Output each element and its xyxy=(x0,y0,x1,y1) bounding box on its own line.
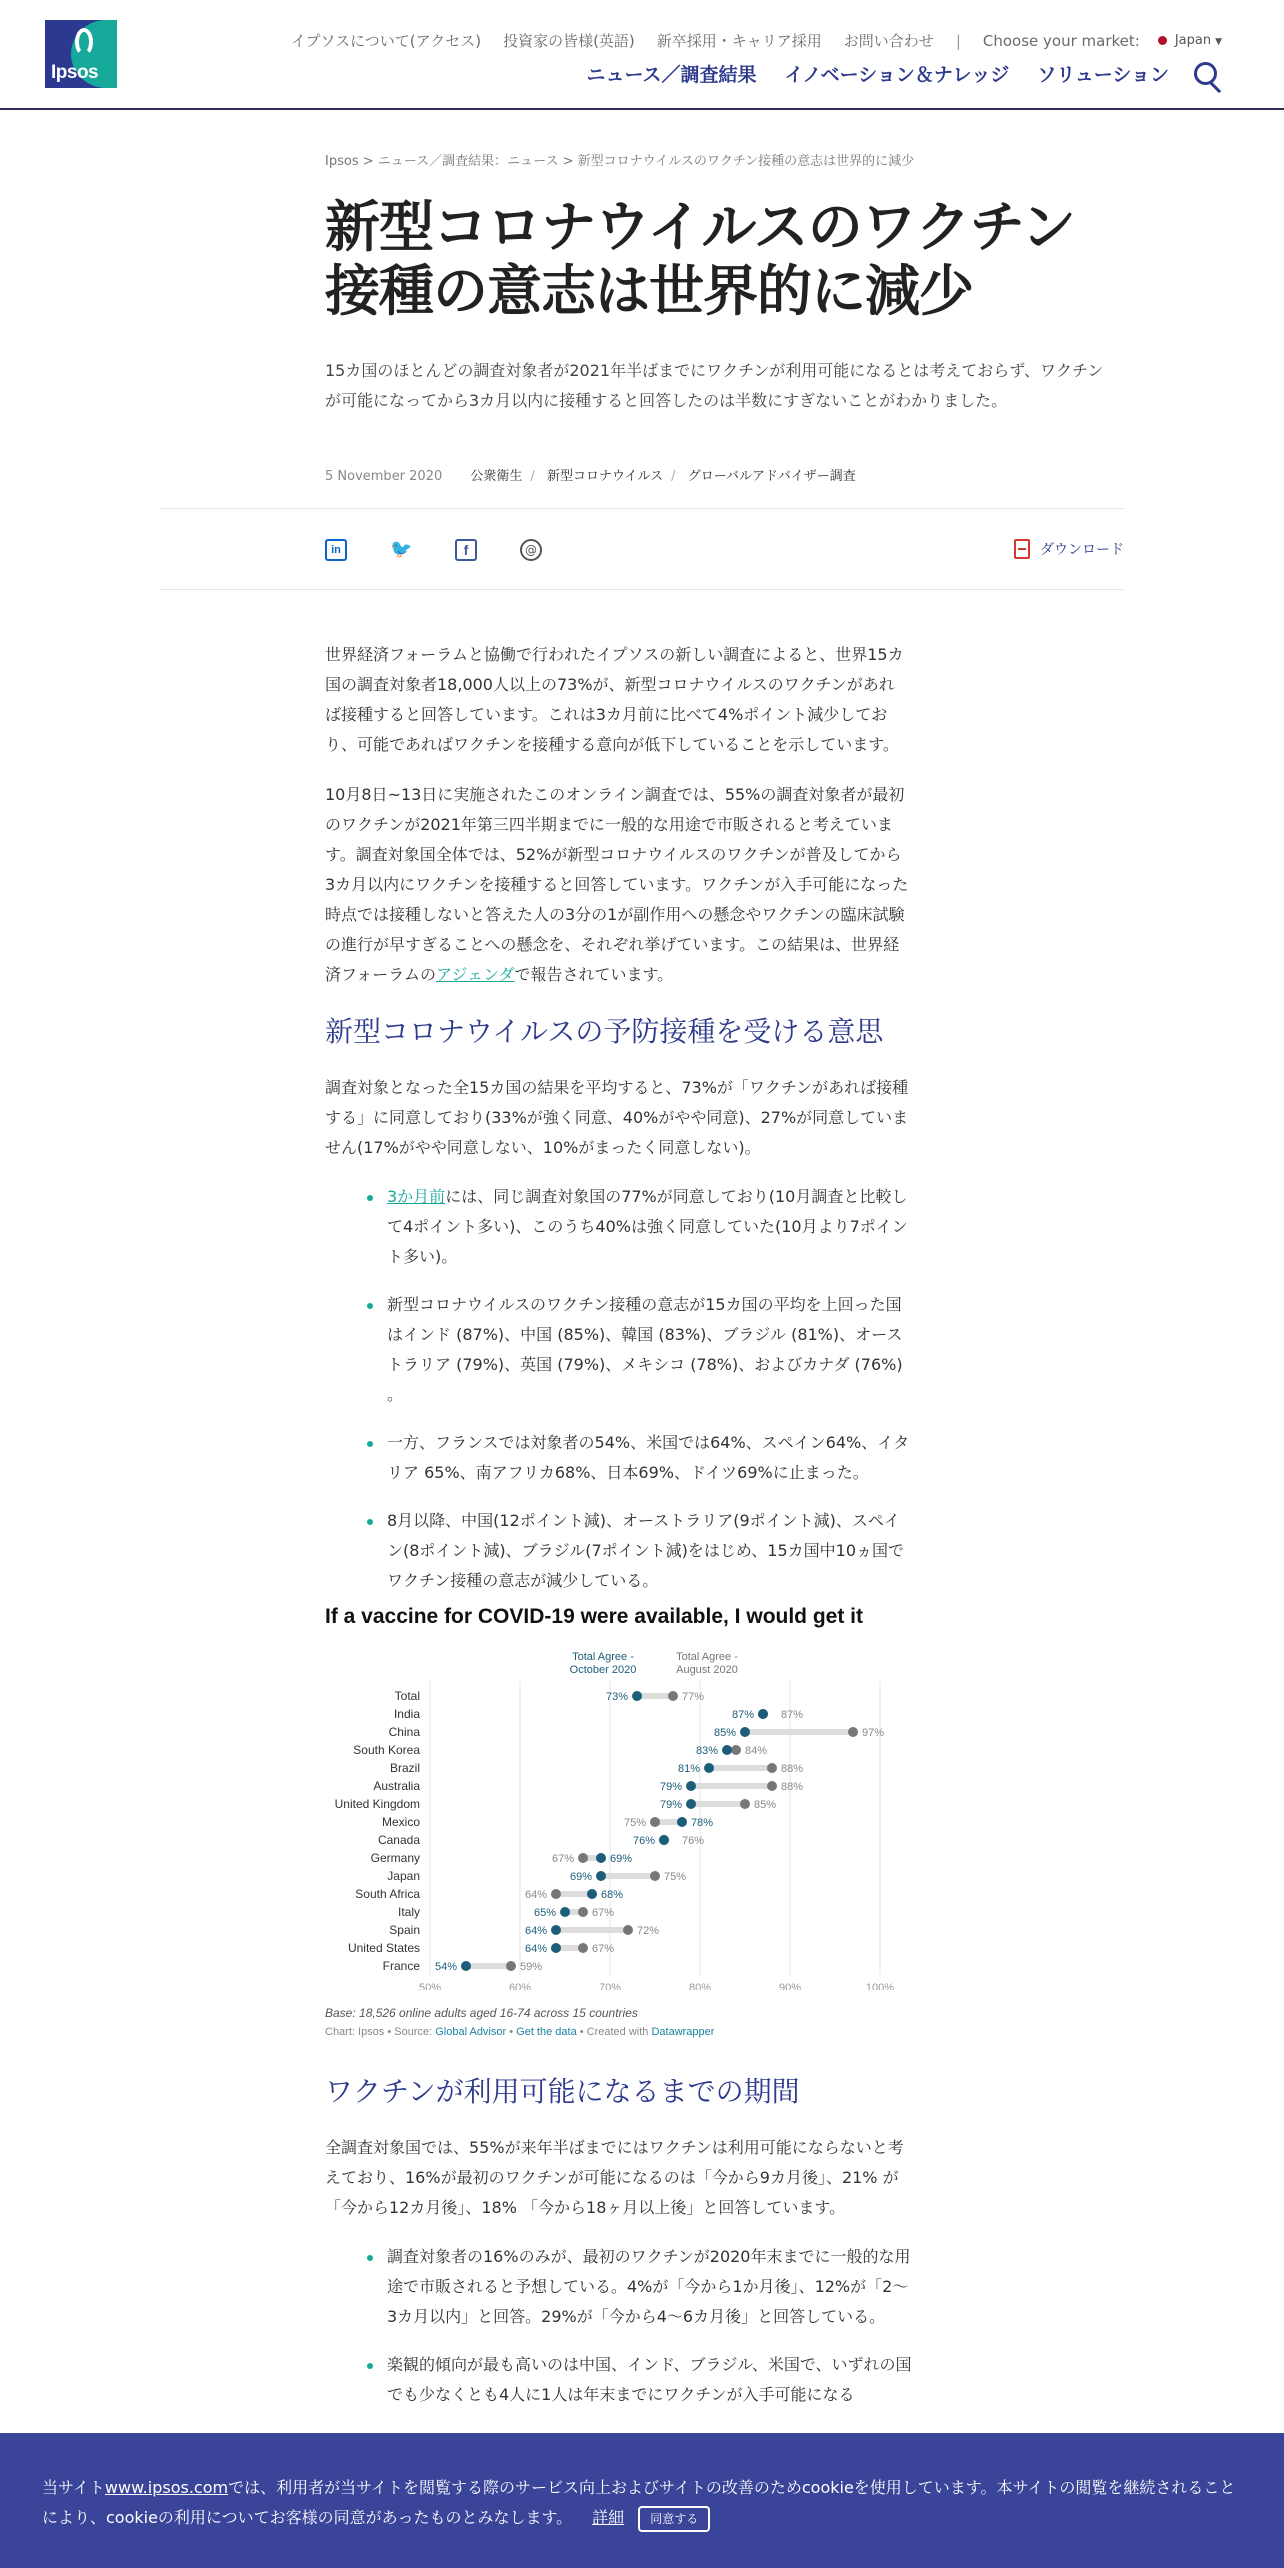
share-bar xyxy=(160,508,1124,590)
category-label: Total xyxy=(394,1689,420,1703)
list-item-text: 楽観的傾向が最も高いのは中国、インド、ブラジル、米国で、いずれの国でも少なくとも4人に1人は年末までにワクチンが入手可能になる xyxy=(387,2355,912,2404)
category-label: South Africa xyxy=(355,1887,420,1901)
paragraph-2 xyxy=(325,780,910,990)
paragraph-3: 調査対象となった全15カ国の結果を平均すると、73%が「ワクチンがあれば接種する」に同意しており(33%が強く同意、40%がやや同意)、27%が同意していません(17%がやや同意しない、10%がまったく同意しない)。 xyxy=(325,1078,909,1157)
dot-august xyxy=(767,1763,777,1773)
section-heading-intention: 新型コロナウイルスの予防接種を受ける意思 xyxy=(325,1015,884,1048)
datawrapper-link[interactable]: Datawrapper xyxy=(651,2026,715,2038)
x-tick-label: 80% xyxy=(688,1982,712,1990)
legend-label: August 2020 xyxy=(676,1664,738,1676)
dot-october xyxy=(551,1943,561,1953)
japan-flag-icon xyxy=(1158,36,1167,45)
ipsos-site-link[interactable]: www.ipsos.com xyxy=(104,2478,229,2497)
three-months-ago-link[interactable]: 3か月前 xyxy=(387,1187,446,1206)
value-label-august: 67% xyxy=(592,1943,615,1955)
dot-october xyxy=(659,1835,669,1845)
dot-august xyxy=(623,1925,633,1935)
agenda-link[interactable]: アジェンダ xyxy=(436,965,515,984)
article-meta: 5 November 2020 公衆衛生 / 新型コロナウイルス / グローバルアドバイザー調査 xyxy=(325,469,856,484)
main-nav xyxy=(558,60,1169,87)
value-label-october: 64% xyxy=(524,1925,547,1937)
value-label-august: 76% xyxy=(682,1835,705,1847)
value-label-august: 75% xyxy=(623,1817,646,1829)
global-advisor-link[interactable]: Global Advisor xyxy=(435,2026,507,2038)
tag-public-health[interactable]: 公衆衛生 xyxy=(470,469,523,484)
nav-separator: | xyxy=(955,31,961,50)
dot-october xyxy=(677,1817,687,1827)
dot-october xyxy=(596,1871,606,1881)
value-label-august: 85% xyxy=(754,1799,777,1811)
value-label-august: 88% xyxy=(781,1763,804,1775)
value-label-august: 72% xyxy=(637,1925,660,1937)
nav-about[interactable]: イプソスについて(アクセス) xyxy=(290,32,482,50)
dot-october xyxy=(722,1745,732,1755)
value-label-august: 67% xyxy=(551,1853,574,1865)
list-item xyxy=(387,1506,912,1596)
dot-august xyxy=(731,1745,741,1755)
list-item xyxy=(387,1182,912,1272)
dot-august xyxy=(668,1691,678,1701)
chart-source xyxy=(325,2026,714,2038)
value-label-august: 77% xyxy=(682,1691,705,1703)
chart-base-note: Base: 18,526 online adults aged 16-74 across 15 countries xyxy=(325,2006,638,2020)
value-label-october: 79% xyxy=(659,1799,682,1811)
value-label-august: 67% xyxy=(592,1907,615,1919)
legend-label: Total Agree - xyxy=(676,1651,738,1663)
value-label-october: 78% xyxy=(691,1817,714,1829)
value-label-october: 87% xyxy=(731,1709,754,1721)
source-mid: • Created with xyxy=(576,2026,652,2038)
chart-svg xyxy=(325,1645,895,1990)
value-label-october: 54% xyxy=(434,1961,457,1973)
value-label-october: 68% xyxy=(601,1889,624,1901)
search-ring xyxy=(1194,62,1217,85)
value-label-october: 81% xyxy=(677,1763,700,1775)
logo-mark xyxy=(75,28,93,56)
nav-news[interactable]: ニュース／調査結果 xyxy=(586,64,757,86)
list-item-text: 8月以降、中国(12ポイント減)、オーストラリア(9ポイント減)、スペイン(8ポイント減)、ブラジル(7ポイント減)をはじめ、15カ国中10ヵ国でワクチン接種の意志が減少している。 xyxy=(387,1511,905,1590)
paragraph-1: 世界経済フォーラムと協働で行われたイプソスの新しい調査によると、世界15カ国の調査対象者18,000人以上の73%が、新型コロナウイルスのワクチンがあれば接種すると回答しています。これは3カ月前に比べて4%ポイント減少しており、可能であればワクチンを接種する意向が低下していることを示しています。 xyxy=(325,645,904,754)
cookie-text xyxy=(42,2473,1242,2533)
dot-chart xyxy=(325,1645,895,1990)
section-heading-availability: ワクチンが利用可能になるまでの期間 xyxy=(325,2075,800,2108)
bullet-list-1 xyxy=(387,1182,912,1614)
value-label-august: 84% xyxy=(745,1745,768,1757)
x-tick-label: 60% xyxy=(508,1982,532,1990)
logo-text: Ipsos xyxy=(51,62,99,83)
value-label-october: 65% xyxy=(533,1907,556,1919)
value-label-october: 69% xyxy=(610,1853,633,1865)
cookie-text-start: 当サイト xyxy=(42,2478,105,2497)
page-title xyxy=(325,195,1115,323)
nav-investors[interactable]: 投資家の皆様(英語) xyxy=(503,32,635,50)
dot-august xyxy=(578,1943,588,1953)
category-label: India xyxy=(393,1707,420,1721)
legend-label: October 2020 xyxy=(569,1664,637,1676)
nav-contact[interactable]: お問い合わせ xyxy=(843,32,934,50)
get-data-link[interactable]: Get the data xyxy=(516,2026,577,2038)
x-tick-label: 90% xyxy=(778,1982,802,1990)
ipsos-logo[interactable] xyxy=(45,20,117,88)
value-label-october: 79% xyxy=(659,1781,682,1793)
category-label: Australia xyxy=(373,1779,420,1793)
dot-october xyxy=(740,1727,750,1737)
paragraph-2-tail: で報告されています。 xyxy=(514,965,674,984)
nav-careers[interactable]: 新卒採用・キャリア採用 xyxy=(656,32,822,50)
list-item-text: 調査対象者の16%のみが、最初のワクチンが2020年末までに一般的な用途で市販されると予想している。4%が「今から1か月後」、12%が「2〜3カ月以内」と回答。29%が「今から4〜6カ月後」と回答している。 xyxy=(387,2247,911,2326)
dot-august xyxy=(740,1799,750,1809)
category-label: Germany xyxy=(370,1851,420,1865)
category-label: Mexico xyxy=(381,1815,420,1829)
publish-date: 5 November 2020 xyxy=(325,469,443,484)
list-item xyxy=(387,1290,912,1410)
value-label-august: 97% xyxy=(862,1727,885,1739)
linkedin-icon[interactable]: in xyxy=(325,539,347,561)
dot-october xyxy=(596,1853,606,1863)
list-item xyxy=(387,1428,912,1488)
dot-august xyxy=(650,1817,660,1827)
facebook-icon[interactable]: f xyxy=(455,539,477,561)
dot-august xyxy=(650,1871,660,1881)
bullet-list-2 xyxy=(387,2242,912,2428)
tag-global-advisor[interactable]: グローバルアドバイザー調査 xyxy=(687,469,856,484)
category-label: United States xyxy=(347,1941,420,1955)
category-label: Italy xyxy=(397,1905,420,1919)
cookie-text-body: では、利用者が当サイトを閲覧する際のサービス向上およびサイトの改善のためcookieを使用しています。本サイトの閲覧を継続されることにより、cookieの利用についてお客様の同意があったものとみなします。 xyxy=(42,2478,1236,2527)
site-header xyxy=(0,0,1284,110)
nav-innovation[interactable]: イノベーション＆ナレッジ xyxy=(784,64,1010,86)
dot-october xyxy=(758,1709,768,1719)
dot-october xyxy=(704,1763,714,1773)
value-label-october: 85% xyxy=(713,1727,736,1739)
paragraph-2-text: 10月8日~13日に実施されたこのオンライン調査では、55%の調査対象者が最初のワクチンが2021年第三四半期までに一般的な用途で市販されると考えています。調査対象国全体では、52%が新型コロナウイルスのワクチンが普及してから3カ月以内にワクチンを接種すると回答しています。ワクチンが入手可能になった時点では接種しないと答えた人の3分の1が副作用への懸念やワクチンの臨床試験の進行が早すぎることへの懸念を、それぞれ挙げています。この結果は、世界経済フォーラムの xyxy=(325,785,909,984)
value-label-october: 73% xyxy=(605,1691,628,1703)
dot-august xyxy=(506,1961,516,1971)
value-label-august: 59% xyxy=(520,1961,543,1973)
value-label-october: 64% xyxy=(524,1943,547,1955)
dot-october xyxy=(560,1907,570,1917)
dot-october xyxy=(632,1691,642,1701)
dot-october xyxy=(551,1925,561,1935)
value-label-october: 83% xyxy=(695,1745,718,1757)
search-icon[interactable] xyxy=(1194,62,1224,92)
download-label: ダウンロード xyxy=(1040,542,1124,558)
value-label-august: 88% xyxy=(781,1781,804,1793)
value-label-august: 75% xyxy=(664,1871,687,1883)
dot-august xyxy=(578,1853,588,1863)
category-label: Spain xyxy=(389,1923,420,1937)
dot-october xyxy=(686,1781,696,1791)
dot-august xyxy=(848,1727,858,1737)
list-item-text: 新型コロナウイルスのワクチン接種の意志が15カ国の平均を上回った国はインド (87%)、中国 (85%)、韓国 (83%)、ブラジル (81%)、オーストラリア (79%)、英国 (79%)、メキシコ (78%)、およびカナダ (76%) 。 xyxy=(387,1295,903,1404)
paragraph-4: 全調査対象国では、55%が来年半ばまでにはワクチンは利用可能にならないと考えており、16%が最初のワクチンが可能になるのは「今から9カ月後」、21% が「今から12カ月後」、18% 「今から18ヶ月以上後」と回答しています。 xyxy=(325,2138,904,2217)
pdf-icon xyxy=(1014,539,1030,559)
search-handle xyxy=(1210,82,1221,93)
list-item-text: には、同じ調査対象国の77%が同意しており(10月調査と比較して4ポイント多い)、このうち40%は強く同意していた(10月より7ポイント多い)。 xyxy=(387,1187,908,1266)
nav-solutions[interactable]: ソリューション xyxy=(1037,64,1169,86)
value-label-august: 87% xyxy=(781,1709,804,1721)
dot-october xyxy=(587,1889,597,1899)
tag-covid[interactable]: 新型コロナウイルス xyxy=(546,469,664,484)
category-label: Canada xyxy=(377,1833,420,1847)
top-nav xyxy=(269,30,1222,51)
cookie-agree-button[interactable]: 同意する xyxy=(638,2506,710,2532)
dot-august xyxy=(551,1889,561,1899)
twitter-icon[interactable]: 🐦 xyxy=(390,539,413,560)
x-tick-label: 70% xyxy=(598,1982,622,1990)
title-line-1: 新型コロナウイルスのワクチン xyxy=(325,195,1075,259)
dot-october xyxy=(461,1961,471,1971)
value-label-october: 76% xyxy=(632,1835,655,1847)
category-label: France xyxy=(382,1959,420,1973)
list-item xyxy=(387,2350,912,2410)
market-value: Japan xyxy=(1174,33,1212,48)
x-tick-label: 50% xyxy=(418,1982,442,1990)
email-icon[interactable]: @ xyxy=(520,539,542,561)
caret-down-icon: ▼ xyxy=(1215,37,1222,47)
source-sep: • xyxy=(506,2026,517,2038)
title-line-2: 接種の意志は世界的に減少 xyxy=(325,259,974,323)
category-label: Japan xyxy=(387,1869,420,1883)
cookie-detail-link[interactable]: 詳細 xyxy=(592,2508,625,2527)
dot-august xyxy=(767,1781,777,1791)
category-label: United Kingdom xyxy=(334,1797,420,1811)
category-label: China xyxy=(388,1725,420,1739)
market-selector[interactable] xyxy=(1158,33,1222,48)
download-button[interactable] xyxy=(1014,539,1124,559)
list-item xyxy=(387,2242,912,2332)
market-label: Choose your market: xyxy=(982,31,1140,50)
legend-label: Total Agree - xyxy=(572,1651,634,1663)
value-label-august: 64% xyxy=(524,1889,547,1901)
cookie-banner xyxy=(0,2433,1284,2568)
category-label: Brazil xyxy=(389,1761,420,1775)
chart-title: If a vaccine for COVID-19 were available, I would get it xyxy=(325,1605,864,1628)
value-label-october: 69% xyxy=(569,1871,592,1883)
list-item-text: 一方、フランスでは対象者の54%、米国では64%、スペイン64%、イタリア 65%、南アフリカ68%、日本69%、ドイツ69%に止まった。 xyxy=(387,1433,910,1482)
category-label: South Korea xyxy=(353,1743,420,1757)
dot-august xyxy=(578,1907,588,1917)
x-tick-label: 100% xyxy=(865,1982,895,1990)
lead-paragraph: 15カ国のほとんどの調査対象者が2021年半ばまでにワクチンが利用可能になるとは考えておらず、ワクチンが可能になってから3カ月以内に接種すると回答したのは半数にすぎないことがわかりました。 xyxy=(325,361,1104,410)
breadcrumb[interactable]: Ipsos > ニュース／調査結果：ニュース > 新型コロナウイルスのワクチン接種の意志は世界的に減少 xyxy=(325,154,915,169)
dot-october xyxy=(686,1799,696,1809)
source-prefix: Chart: Ipsos • Source: xyxy=(325,2026,436,2038)
